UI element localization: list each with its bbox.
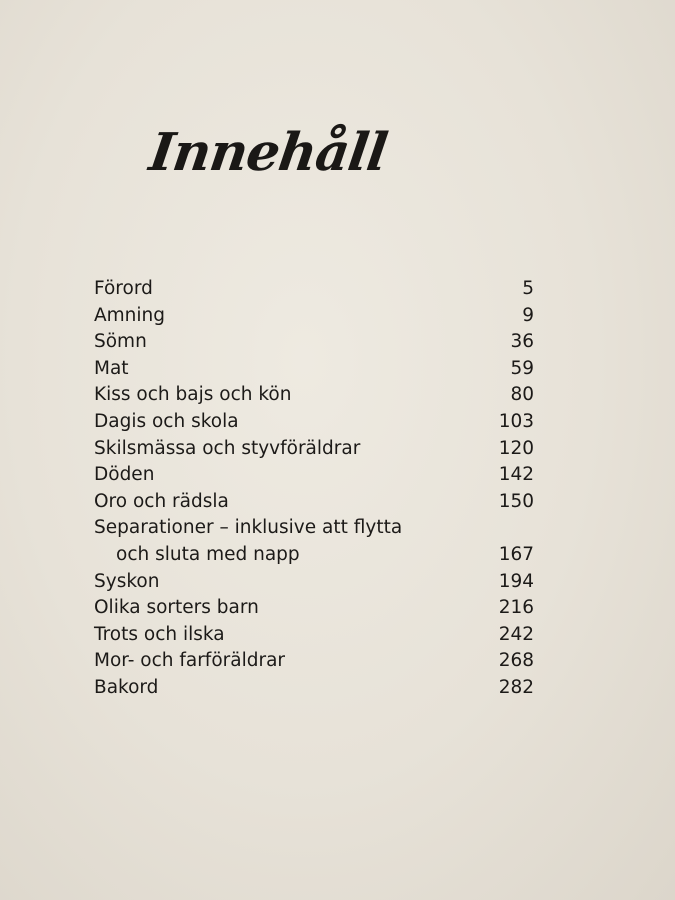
toc-entry-page: 150 (498, 490, 534, 512)
toc-entry-page: 103 (498, 410, 534, 432)
toc-entry (94, 303, 534, 330)
toc-entry (94, 515, 534, 542)
toc-entry-page: 194 (498, 570, 534, 592)
toc-entry (94, 648, 534, 675)
toc-entry-page: 80 (510, 384, 534, 406)
toc-entry-page: 282 (498, 676, 534, 698)
toc-entry (94, 276, 534, 303)
toc-entry (94, 409, 534, 436)
toc-entry-title: Olika sorters barn (94, 597, 259, 619)
toc-entry-title: Bakord (94, 676, 159, 698)
toc-entry (94, 569, 534, 596)
toc-entry-title: Mor- och farföräldrar (94, 650, 286, 672)
toc-entry (94, 595, 534, 622)
toc-entry-title: Amning (94, 304, 166, 326)
toc-entry-title: och sluta med napp (116, 543, 300, 565)
toc-entry-page: 5 (522, 278, 534, 299)
toc-entry-title: Skilsmässa och styvföräldrar (94, 437, 361, 459)
toc-entry-title: Separationer – inklusive att flytta (94, 517, 403, 539)
toc-entry-page: 268 (498, 650, 534, 672)
toc-entry-page: 167 (498, 543, 534, 565)
toc-entry-title: Kiss och bajs och kön (94, 384, 292, 406)
toc-entry-page: 120 (498, 437, 534, 459)
toc-entry-page: 9 (522, 304, 534, 326)
toc-entry-page: 242 (498, 623, 534, 645)
table-of-contents (94, 276, 534, 702)
toc-entry-title: Trots och ilska (94, 623, 225, 645)
toc-entry-title: Mat (94, 357, 129, 379)
toc-entry-page: 142 (498, 464, 534, 486)
toc-entry (94, 356, 534, 383)
toc-entry (94, 622, 534, 649)
toc-entry (94, 675, 534, 702)
toc-entry (94, 382, 534, 409)
toc-entry (94, 462, 534, 489)
toc-entry-title: Förord (94, 278, 153, 299)
toc-entry-title: Syskon (94, 570, 160, 592)
toc-entry-page: 59 (510, 357, 534, 379)
toc-entry-title: Döden (94, 464, 155, 486)
toc-entry (94, 489, 534, 516)
toc-entry (94, 329, 534, 356)
toc-entry-title: Oro och rädsla (94, 490, 229, 512)
toc-entry-page: 36 (510, 331, 534, 353)
page-title: Innehåll (145, 122, 391, 183)
toc-entry-title: Dagis och skola (94, 410, 239, 432)
toc-entry-page: 216 (498, 597, 534, 619)
toc-entry-continuation (94, 542, 534, 569)
toc-entry (94, 436, 534, 463)
toc-entry-title: Sömn (94, 331, 147, 353)
